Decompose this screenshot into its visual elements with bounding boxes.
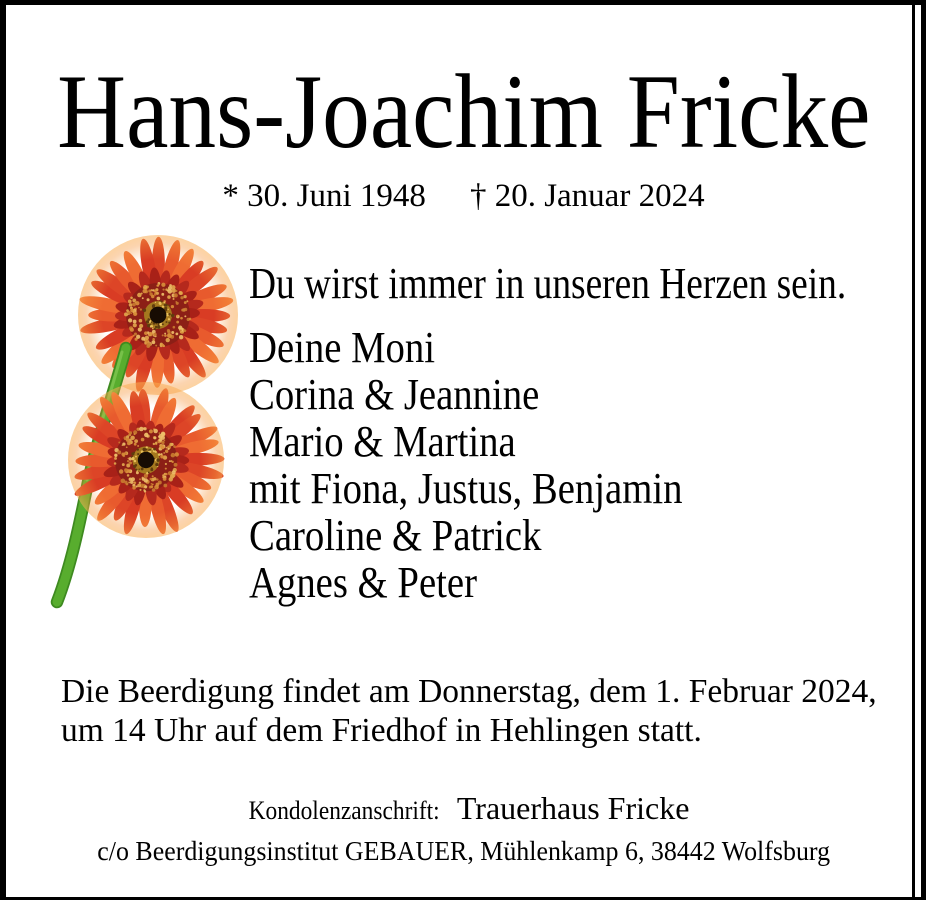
mourners-list <box>249 324 742 606</box>
mourner-line: Corina & Jeannine <box>249 370 540 419</box>
condolence-line <box>6 790 921 833</box>
funeral-line: Die Beerdigung findet am Donnerstag, dem 1. Februar 2024, <box>61 673 877 710</box>
condolence-label: Kondolenzanschrift: <box>248 796 440 825</box>
mourner-line: Agnes & Peter <box>249 558 477 607</box>
mourner-line: Deine Moni <box>249 323 436 372</box>
condolence-address: c/o Beerdigungsinstitut GEBAUER, Mühlenkamp 6, 38442 Wolfsburg <box>97 836 830 866</box>
condolence-address-line <box>6 833 921 874</box>
birth-date: * 30. Juni 1948 <box>222 178 426 214</box>
page-title <box>6 53 921 170</box>
death-date: † 20. Januar 2024 <box>469 178 705 214</box>
gerbera-flowers-illustration <box>31 230 253 615</box>
memorial-message: Du wirst immer in unseren Herzen sein. <box>249 259 847 308</box>
mourner-line: Caroline & Patrick <box>249 511 542 560</box>
condolence-recipient: Trauerhaus Fricke <box>456 790 690 826</box>
condolence-section <box>6 790 921 874</box>
mourner-line: mit Fiona, Justus, Benjamin <box>249 464 683 513</box>
funeral-line: um 14 Uhr auf dem Friedhof in Hehlingen statt. <box>61 712 702 749</box>
funeral-details <box>61 672 889 750</box>
mourner-line: Mario & Martina <box>249 417 516 466</box>
life-dates <box>6 177 921 215</box>
deceased-name: Hans-Joachim Fricke <box>56 53 871 170</box>
